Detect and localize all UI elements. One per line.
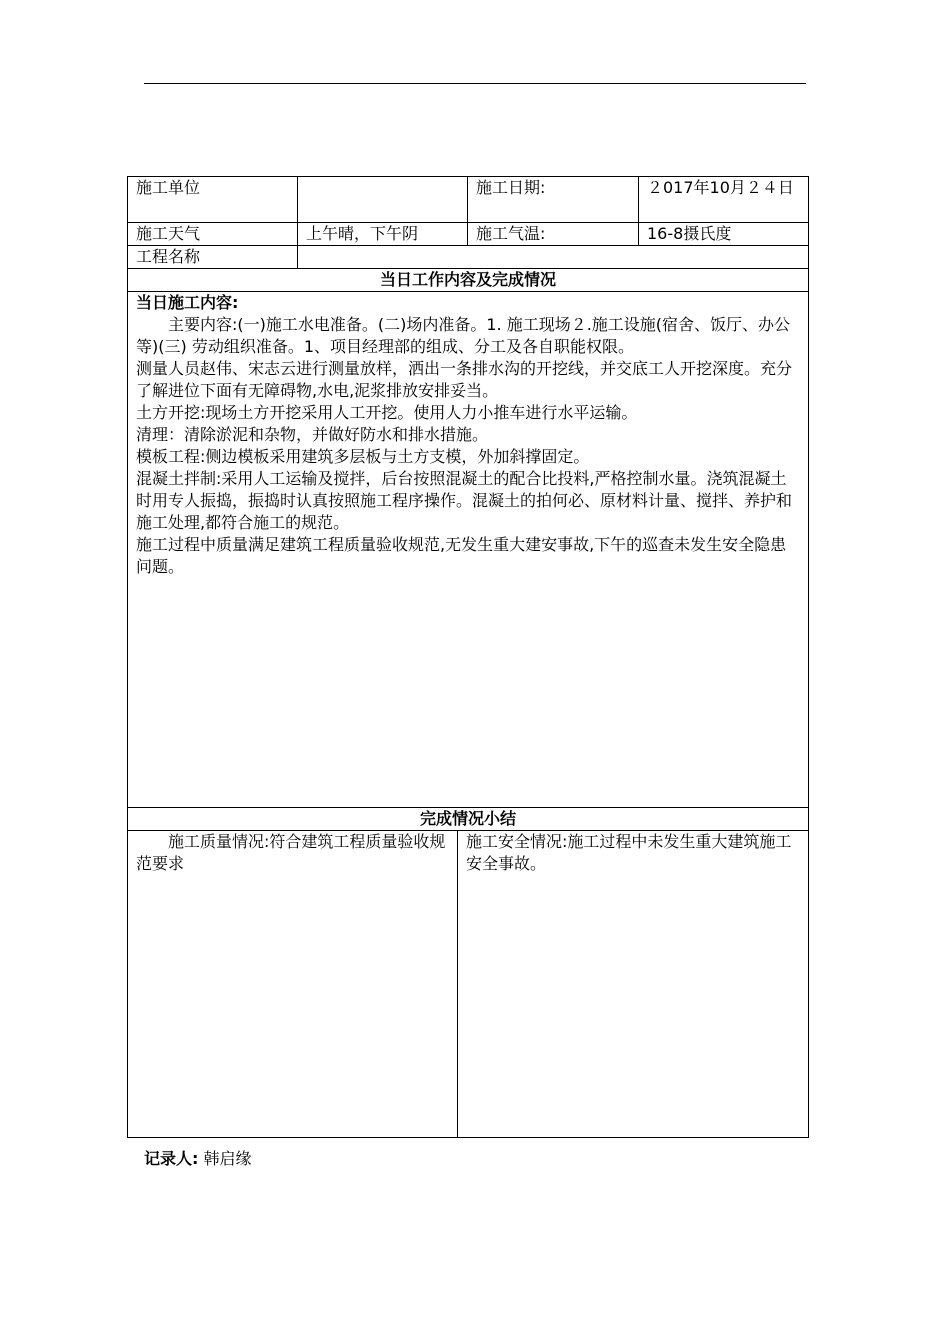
work-content-heading: 当日施工内容:	[136, 293, 239, 312]
work-section-title: 当日工作内容及完成情况	[128, 269, 809, 292]
unit-value	[298, 177, 468, 223]
date-value: ２017年10月２４日	[639, 177, 809, 223]
quality-summary-text: 施工质量情况:符合建筑工程质量验收规范要求	[136, 832, 446, 873]
work-paragraph-quality: 施工过程中质量满足建筑工程质量验收规范,无发生重大建安事故,下午的巡查未发生安全隐患问题。	[136, 535, 787, 576]
work-paragraph-excavation: 土方开挖:现场土方开挖采用人工开挖。使用人力小推车进行水平运输。	[136, 403, 638, 422]
quality-summary	[128, 831, 458, 1137]
work-paragraph-formwork: 模板工程:侧边模板采用建筑多层板与土方支模，外加斜撑固定。	[136, 447, 590, 466]
summary-cell	[128, 831, 809, 1138]
work-paragraph-concrete: 混凝土拌制:采用人工运输及搅拌，后台按照混凝土的配合比投料,严格控制水量。浇筑混凝土时用专人振捣，振捣时认真按照施工程序操作。混凝土的拍何必、原材料计量、搅拌、养护和施工处理,都符合施工的规范。	[136, 469, 793, 532]
recorder-label: 记录人:	[144, 1149, 199, 1168]
work-paragraph-survey: 测量人员赵伟、宋志云进行测量放样，洒出一条排水沟的开挖线，并交底工人开挖深度。充分了解进位下面有无障碍物,水电,泥浆排放安排妥当。	[136, 359, 793, 400]
work-paragraph-cleanup: 清理：清除淤泥和杂物，并做好防水和排水措施。	[136, 425, 489, 444]
summary-section-title: 完成情况小结	[128, 808, 809, 831]
recorder-line	[144, 1148, 252, 1170]
safety-summary	[458, 831, 808, 1137]
work-paragraph-main: 主要内容:(一)施工水电准备。(二)场内准备。1. 施工现场２.施工设施(宿舍、饭厅、办公等)(三) 劳动组织准备。1、项目经理部的组成、分工及各自职能权限。	[136, 315, 791, 356]
safety-summary-text: 施工安全情况:施工过程中未发生重大建筑施工安全事故。	[466, 832, 792, 873]
work-content-cell	[128, 292, 809, 808]
date-label: 施工日期:	[468, 177, 639, 223]
recorder-name: 韩启缘	[203, 1149, 252, 1168]
construction-log-table	[127, 176, 809, 1138]
project-label: 工程名称	[128, 246, 298, 269]
project-value	[298, 246, 809, 269]
header-rule	[144, 83, 806, 84]
temperature-label: 施工气温:	[468, 223, 639, 246]
unit-label: 施工单位	[128, 177, 298, 223]
weather-value: 上午晴，下午阴	[298, 223, 468, 246]
temperature-value: 16-8摄氏度	[639, 223, 809, 246]
weather-label: 施工天气	[128, 223, 298, 246]
